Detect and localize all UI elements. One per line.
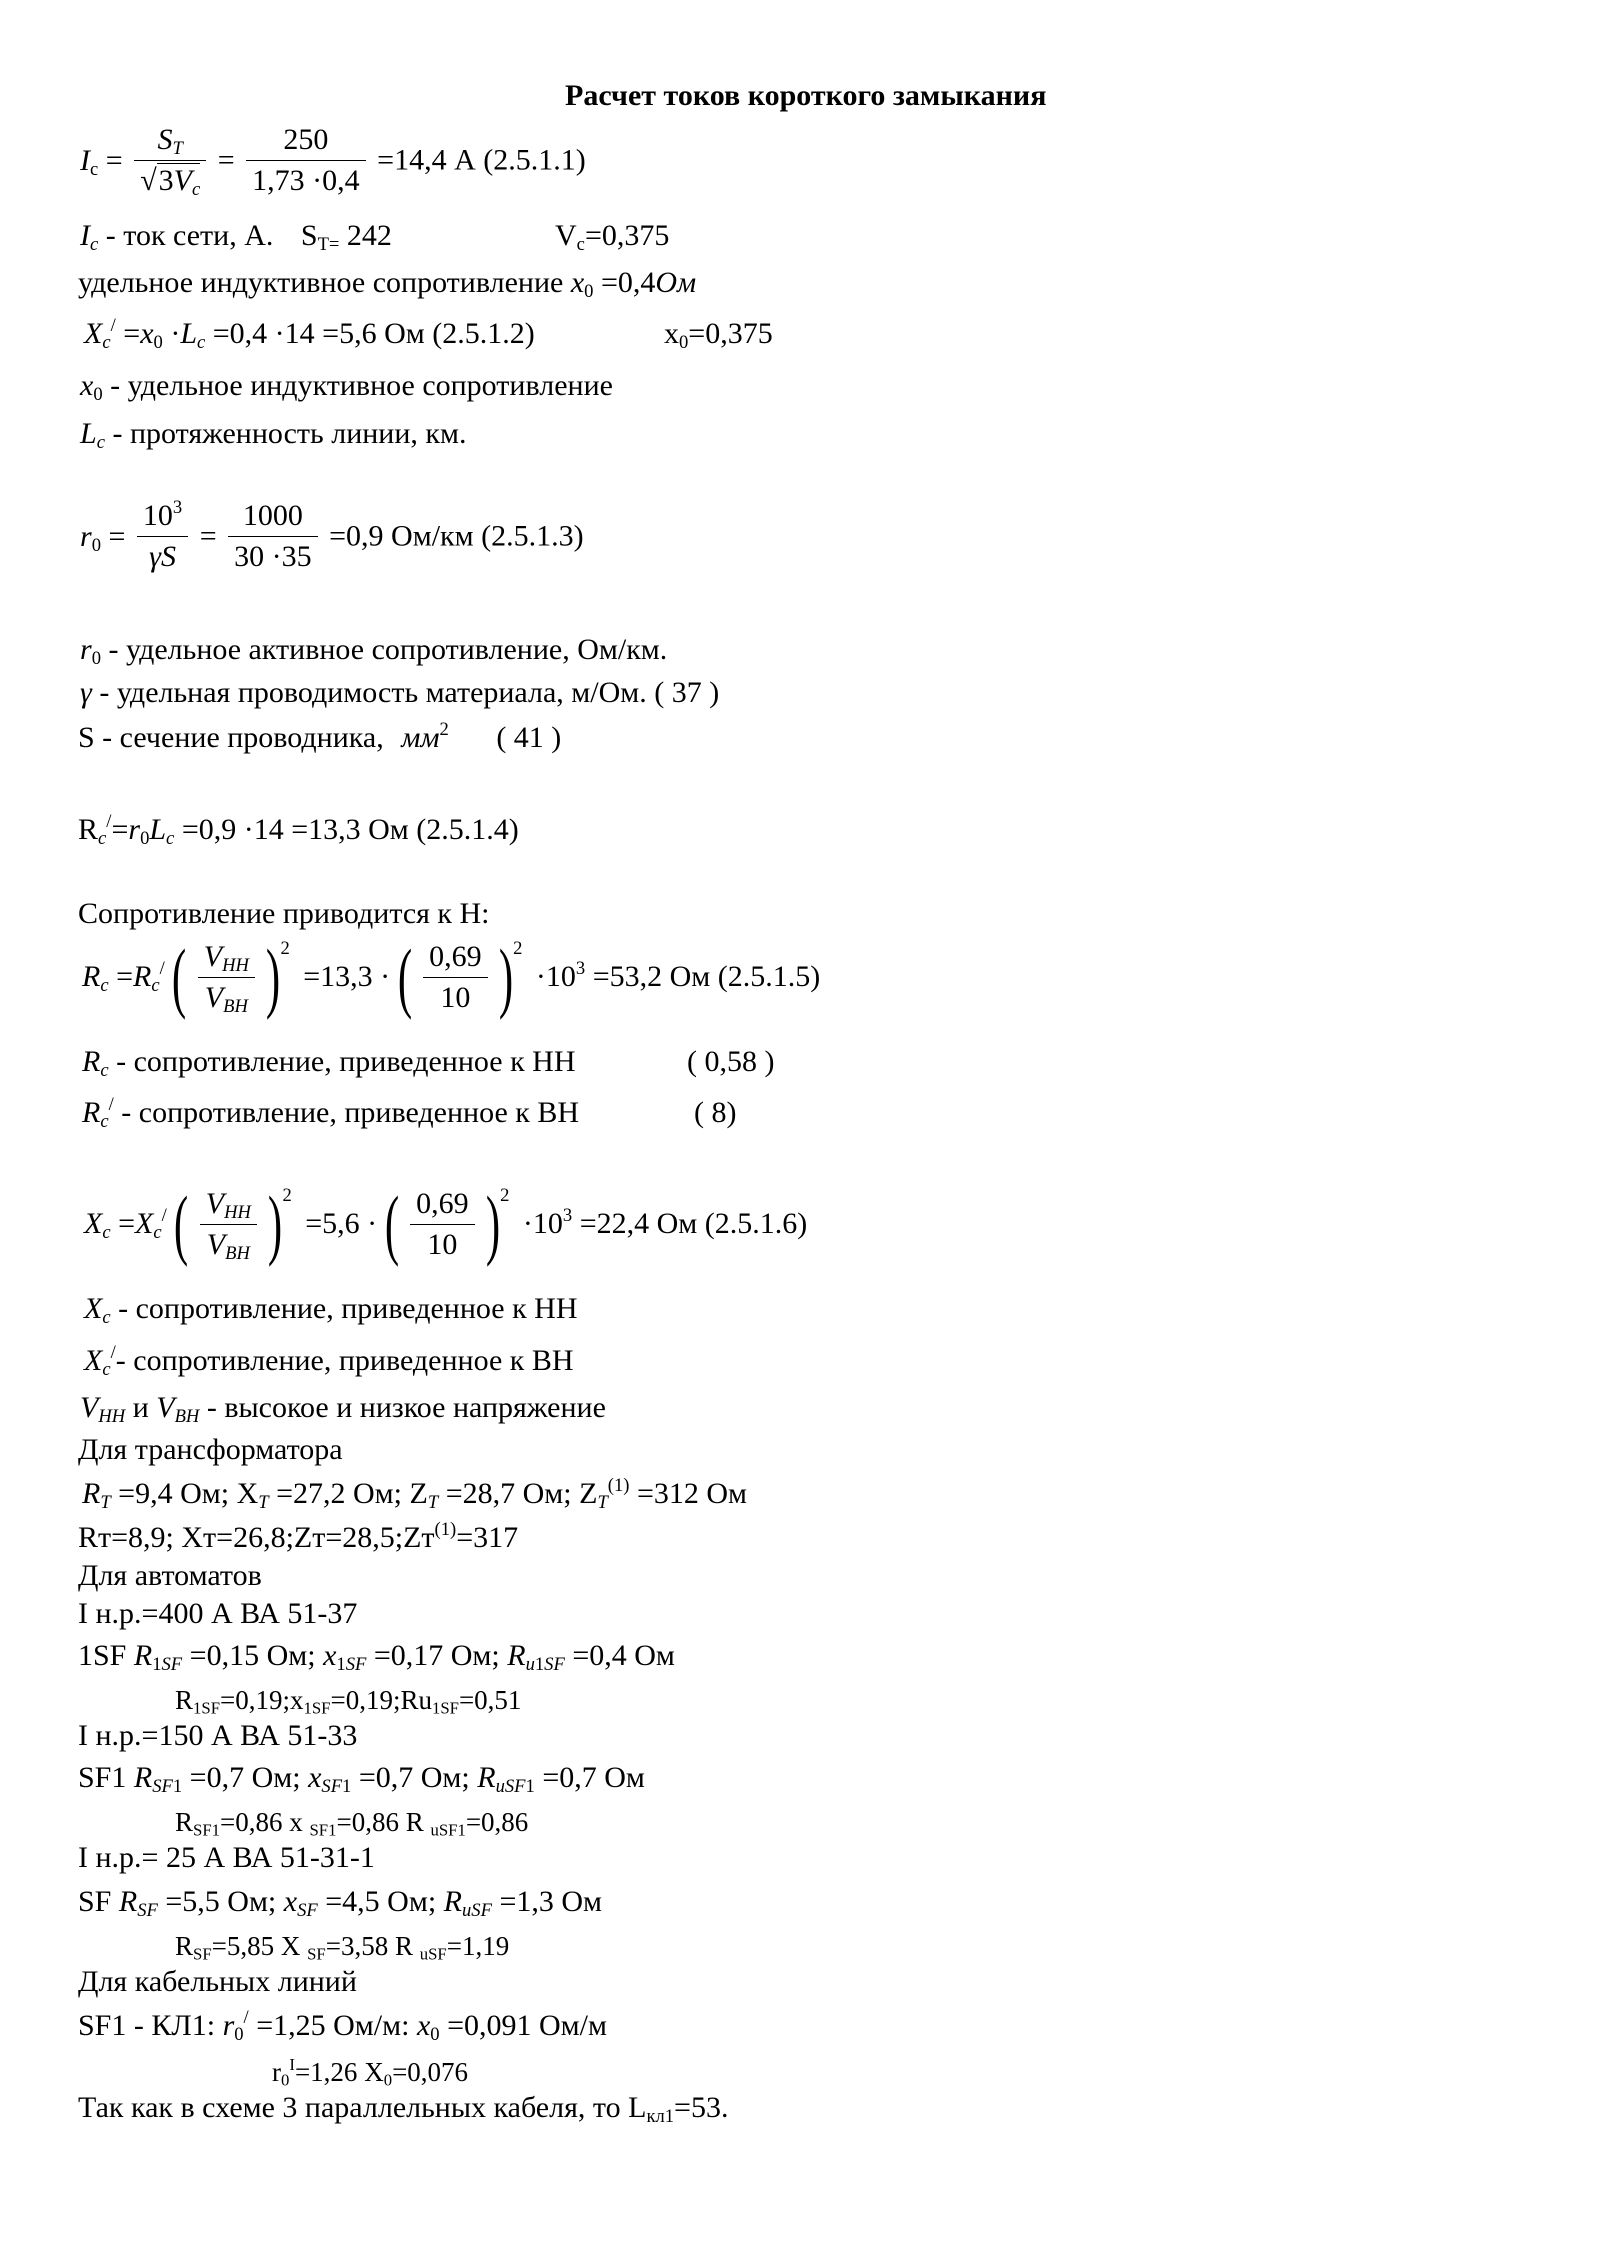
fraction-st-vc: $\frac{S_T}{√3V_c}$: [134, 122, 206, 199]
xc1-description: $X_c^/-$ сопротивление, приведенное к ВН: [84, 1341, 574, 1381]
fraction-069-10: $\frac{0,69}{10}$: [423, 939, 488, 1016]
fraction-10-gs: $\frac{10^3}{\gamma S}$: [137, 498, 188, 575]
r0-description: $r_0$ - удельное активное сопротивление, Ом/км.: [80, 633, 668, 670]
page-title: Расчет токов короткого замыкания: [565, 79, 1047, 112]
formula-r0: $r_0$ = $\frac{10^3}{\gamma S}$ = $\frac{1000}{30 \cdot 35}$ =0,9 Ом/км (2.5.1.3): [80, 496, 584, 573]
breaker3-title: I н.р.= 25 А ВА 51-31-1: [78, 1841, 375, 1874]
formula-rc: $R_c^/=r_0L_c =0,9 \cdot 14 =13,3$ Ом (2.5.1.4): [78, 810, 519, 850]
rc1-description: $R_c^/$ - сопротивление, приведенное к ВН ( 8): [82, 1093, 737, 1133]
fraction-vnn-vbn: $V_{HH}$ $V_{BH}$: [198, 939, 255, 1016]
x0-description: $x_0$ - удельное индуктивное сопротивление: [80, 369, 613, 406]
rc-description: $R_c$ - сопротивление, приведенное к НН ( 0,58 ): [82, 1045, 775, 1082]
breaker1-values: 1SF $R_{1SF} =0,15$ Ом; $x_{1SF} =0,17$ Ом; $R_{u1SF} =0,4$ Ом: [78, 1639, 675, 1676]
formula-current: $I_c$ = $\frac{S_T}{√3V_c}$ = $\frac{250}{1,73 \cdot 0,4}$ =14,4 А (2.5.1.1): [80, 123, 586, 201]
lc-description: $L_c$ - протяженность линии, км.: [80, 417, 467, 454]
breaker2-title: I н.р.=150 А ВА 51-33: [78, 1719, 358, 1752]
formula-rc-reduced: $R_c =R_c^/$ ( $V_{HH}$ $V_{BH}$ )$^2$ =13,3 · ( $\frac{0,69}{10}$ )$^2 \cdot 10^3 =53,2$ Ом (2.5.1.5): [82, 933, 821, 1020]
breakers-title: Для автоматов: [78, 1559, 262, 1592]
fraction-069-10-2: $\frac{0,69}{10}$: [410, 1186, 475, 1263]
breaker1-title: I н.р.=400 А ВА 51-37: [78, 1597, 358, 1630]
breaker3-values-alt: $R_{SF}=5,85$ X $_{SF}$=3,58 R $_{uSF}$=1,19: [175, 1931, 510, 1964]
fraction-values: $\frac{250}{1,73 \cdot 0,4}$: [246, 122, 366, 199]
voltage-description: $V_{HH}$ и $V_{BH}$ - высокое и низкое напряжение: [80, 1391, 606, 1428]
cables-title: Для кабельных линий: [78, 1965, 357, 1998]
cable1-values-alt: $r_0^I=1,26$ $X_0=0,076$: [272, 2055, 469, 2090]
formula-xc: $X_c^/ =x_0 \cdot L_c =0,4 \cdot 14 =5,6$ Ом (2.5.1.2) $x_0=0,375$: [84, 314, 773, 354]
fraction-vnn-vbn-2: $V_{HH}$ $V_{BH}$: [200, 1186, 257, 1263]
xc-description: $X_c$ - сопротивление, приведенное к НН: [84, 1292, 578, 1329]
transformer-values: $R_T =9,4$ Ом; $X_T =27,2$ Ом; $Z_T =28,7$ Ом; $Z_T^{(1)} =312$ Ом: [82, 1474, 748, 1514]
formula-xc-reduced: $X_c =X_c^/$ ( $V_{HH}$ $V_{BH}$ )$^2$ =5,6 · ( $\frac{0,69}{10}$ )$^2 \cdot 10^3 =22,4$ Ом (2.5.1.6): [84, 1180, 808, 1267]
reduce-title: Сопротивление приводится к Н:: [78, 897, 490, 930]
current-description: $I_c$ - ток сети, А. $S_{T=}$ 242 $V_c=0,375$: [80, 219, 670, 256]
inductive-resistance-line: удельное индуктивное сопротивление $x_0 =0,4Ом$: [78, 266, 697, 303]
gamma-description: γ - удельная проводимость материала, м/Ом. ( 37 ): [80, 676, 720, 709]
breaker2-values: SF1 $R_{SF1} =0,7$ Ом; $x_{SF1} =0,7$ Ом; $R_{uSF1} =0,7$ Ом: [78, 1761, 645, 1798]
final-line: Так как в схеме 3 параллельных кабеля, то $L_{кл1}=53$.: [78, 2091, 729, 2128]
cable1-values: SF1 - КЛ1: $r_0^/ =1,25$ Ом/м: $x_0 =0,091$ Ом/м: [78, 2006, 607, 2046]
breaker1-values-alt: $R_{1SF}=0,19;x_{1SF}=0,19;Ru_{1SF}=0,51$: [175, 1685, 522, 1718]
transformer-values-alt: Rт=8,9; $Xт=26,8;Zт=28,5;Zт^{(1)}=317$: [78, 1518, 519, 1554]
fraction-1000: $\frac{1000}{30 \cdot 35}$: [228, 498, 318, 575]
breaker2-values-alt: $R_{SF1}=0,86$ x $_{SF1}$=0,86 R $_{uSF1}$=0,86: [175, 1807, 529, 1840]
breaker3-values: SF $R_{SF} =5,5$ Ом; $x_{SF} =4,5$ Ом; $R_{uSF} =1,3$ Ом: [78, 1885, 603, 1922]
transformer-title: Для трансформатора: [78, 1433, 343, 1466]
section-description: S - сечение проводника, $мм^2$ ( 41 ): [78, 718, 562, 754]
